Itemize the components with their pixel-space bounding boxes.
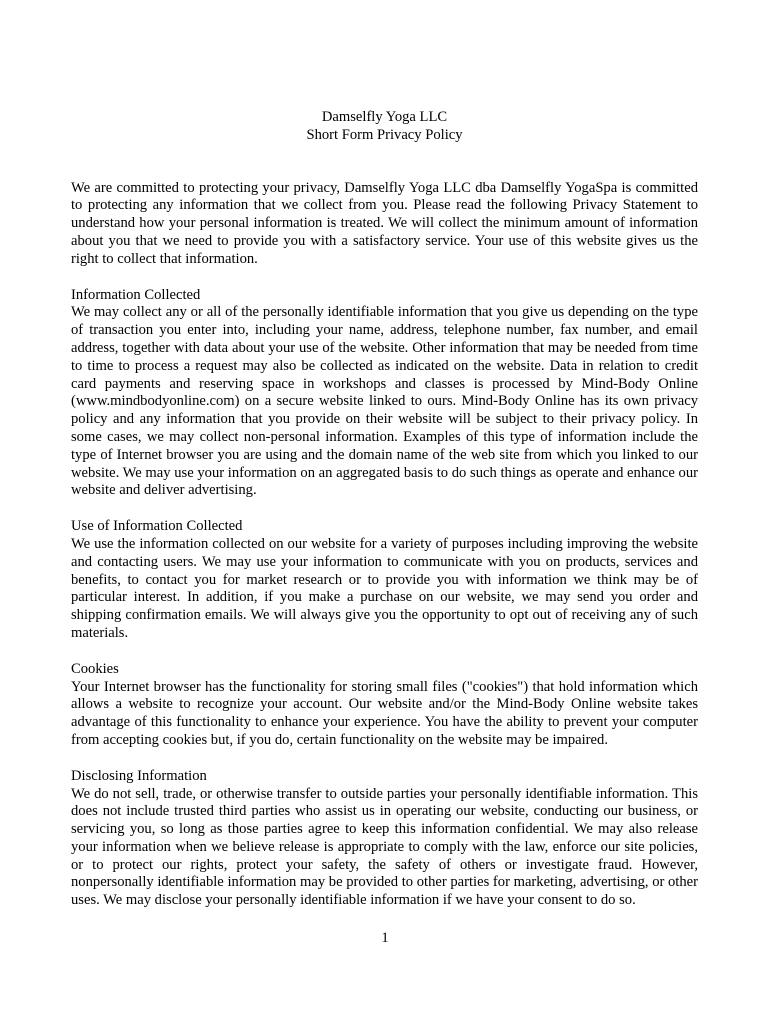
section-heading: Disclosing Information <box>71 767 207 784</box>
section-use-of-information <box>71 518 698 643</box>
document-page <box>71 109 698 910</box>
section-body: We may collect any or all of the personally identifiable information that you give us depending on the type of transaction you enter into, including your name, address, telephone number, fax number, and email address, together with data about your use of the website. Other information that may be needed from time to time to process a request may also be collected as indicated on the website. Data in relation to credit card payments and reserving space in workshops and classes is processed by Mind-Body Online (www.mindbodyonline.com) on a secure website linked to ours. Mind-Body Online has its own privacy policy and any information that you provide on their website will be subject to their privacy policy. In some cases, we may collect non-personal information. Examples of this type of information include the type of Internet browser you are using and the domain name of the web site from which you linked to our website. We may use your information on an aggregated basis to do such things as operate and enhance our website and deliver advertising. <box>71 304 698 499</box>
section-body: We do not sell, trade, or otherwise transfer to outside parties your personally identifiable information. This does not include trusted third parties who assist us in operating our website, conducting our business, or servicing you, so long as those parties agree to keep this information confidential. We may also release your information when we believe release is appropriate to comply with the law, enforce our site policies, or to protect our rights, protect your safety, the safety of others or investigate fraud. However, nonpersonally identifiable information may be provided to other parties for marketing, advertising, or other uses. We may disclose your personally identifiable information if we have your consent to do so. <box>71 785 698 909</box>
section-heading: Use of Information Collected <box>71 518 243 535</box>
company-name: Damselfly Yoga LLC <box>321 109 448 125</box>
document-title: Short Form Privacy Policy <box>306 126 463 143</box>
intro-paragraph: We are committed to protecting your privacy, Damselfly Yoga LLC dba Damselfly YogaSpa is committed to protecting any information that we collect from you. Please read the following Privacy Statement to understand how your personal information is treated. We will collect the minimum amount of information about you that we need to provide you with a satisfactory service. Your use of this website gives us the right to collect that information. <box>71 179 698 267</box>
section-body: We use the information collected on our website for a variety of purposes including improving the website and contacting users. We may use your information to communicate with you on products, services and benefits, to contact you for market research or to provide you with information we think may be of particular interest. In addition, if you make a purchase on our website, we may send you order and shipping confirmation emails. We will always give you the opportunity to opt out of receiving any of such materials. <box>71 535 698 641</box>
section-heading: Information Collected <box>71 286 201 303</box>
page-number: 1 <box>381 930 389 946</box>
section-information-collected <box>71 287 698 501</box>
title-block <box>71 109 698 145</box>
section-cookies <box>71 661 698 750</box>
section-heading: Cookies <box>71 660 119 677</box>
section-disclosing-information <box>71 768 698 910</box>
section-body: Your Internet browser has the functionality for storing small files ("cookies") that hold information which allows a website to recognize your account. Our website and/or the Mind-Body Online website takes advantage of this functionality to enhance your experience. You have the ability to prevent your computer from accepting cookies but, if you do, certain functionality on the website may be impaired. <box>71 678 698 748</box>
